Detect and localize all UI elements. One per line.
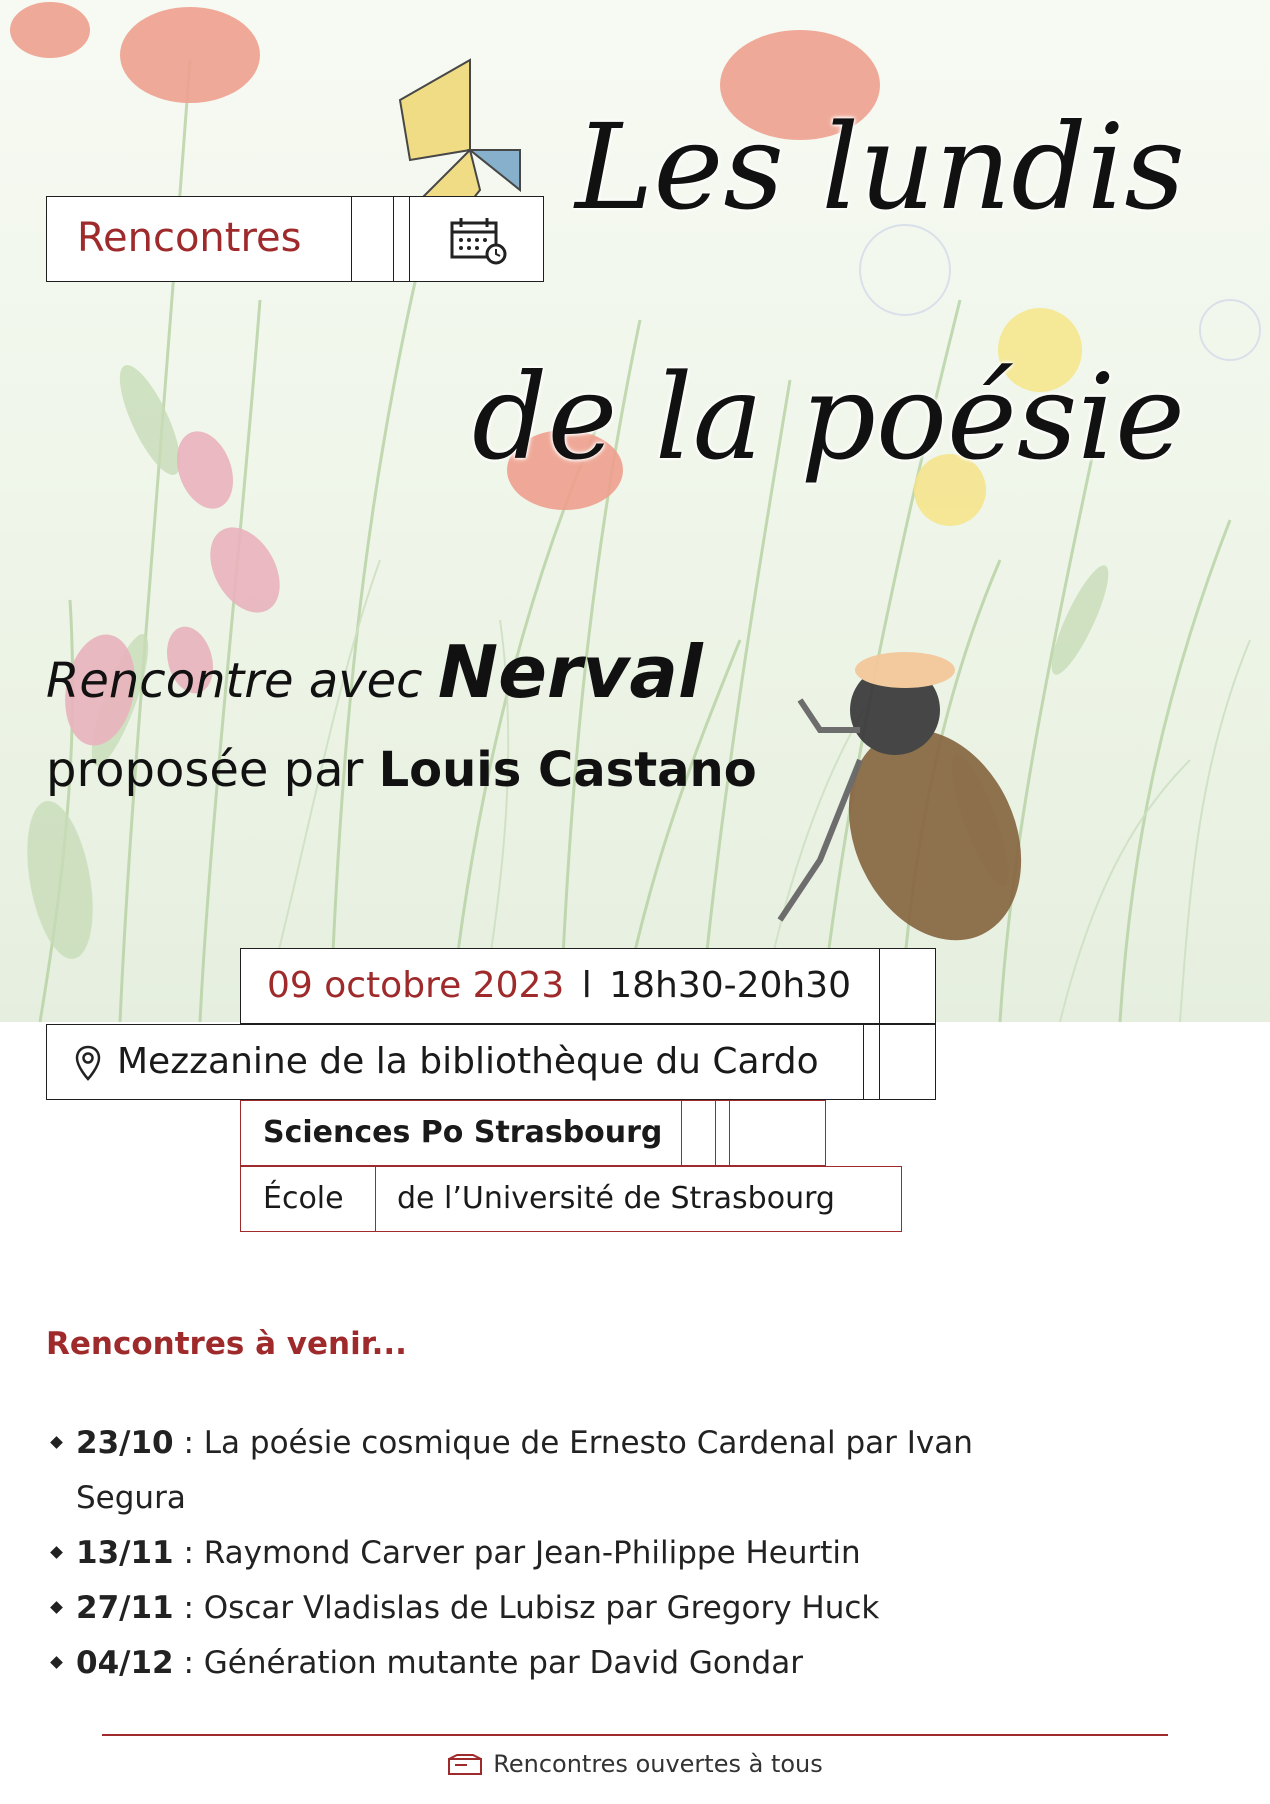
event-item-text: La poésie cosmique de Ernesto Cardenal par Ivan Segura — [76, 1425, 973, 1516]
subtitle-line-2 — [46, 742, 757, 798]
event-item-separator: : — [173, 1645, 204, 1681]
title-line-1: Les lundis — [575, 98, 1185, 236]
event-item-separator: : — [173, 1425, 204, 1461]
category-badge — [46, 196, 544, 282]
event-item-text: Génération mutante par David Gondar — [203, 1645, 803, 1681]
proposed-by-label: proposée par — [46, 742, 364, 798]
diamond-bullet-icon — [50, 1546, 63, 1559]
list-item — [46, 1526, 986, 1581]
event-item-date: 27/11 — [76, 1590, 174, 1626]
calendar-clock-icon — [449, 217, 509, 269]
list-item — [46, 1636, 986, 1691]
event-item-date: 04/12 — [76, 1645, 174, 1681]
event-item-text: Raymond Carver par Jean-Philippe Heurtin — [203, 1535, 861, 1571]
footer-divider — [102, 1734, 1168, 1736]
event-item-date: 23/10 — [76, 1425, 174, 1461]
diamond-bullet-icon — [50, 1601, 63, 1614]
event-item-text: Oscar Vladislas de Lubisz par Gregory Huck — [203, 1590, 880, 1626]
footer — [0, 1750, 1270, 1782]
upcoming-list — [46, 1416, 986, 1691]
diamond-bullet-icon — [50, 1436, 63, 1449]
map-pin-icon — [75, 1045, 101, 1085]
organizer-name: Sciences Po Strasbourg — [263, 1115, 663, 1150]
title-line-2: de la poésie — [471, 348, 1185, 486]
open-book-icon — [447, 1754, 483, 1782]
organizer-affiliation-box — [240, 1166, 902, 1232]
datetime-separator: l — [581, 965, 592, 1006]
organizer-tag: École — [263, 1181, 344, 1216]
speaker-name: Louis Castano — [378, 742, 757, 798]
event-date: 09 octobre 2023 — [267, 965, 565, 1006]
upcoming-heading: Rencontres à venir... — [46, 1326, 407, 1362]
event-time: 18h30-20h30 — [609, 965, 852, 1006]
event-datetime — [267, 965, 851, 1006]
subtitle-line-1 — [46, 630, 703, 714]
event-date-box — [240, 948, 936, 1024]
organizer-name-box — [240, 1100, 826, 1166]
location-box — [46, 1024, 936, 1100]
location-text: Mezzanine de la bibliothèque du Cardo — [117, 1041, 819, 1082]
diamond-bullet-icon — [50, 1656, 63, 1669]
organizer-affiliation: de l’Université de Strasbourg — [397, 1181, 835, 1216]
list-item — [46, 1581, 986, 1636]
list-item — [46, 1416, 986, 1526]
author-name: Nerval — [437, 630, 703, 714]
event-item-date: 13/11 — [76, 1535, 174, 1571]
subtitle-prefix: Rencontre avec — [46, 653, 423, 709]
category-label: Rencontres — [77, 215, 302, 261]
event-item-separator: : — [173, 1535, 204, 1571]
event-item-separator: : — [173, 1590, 204, 1626]
footer-text: Rencontres ouvertes à tous — [493, 1750, 823, 1778]
